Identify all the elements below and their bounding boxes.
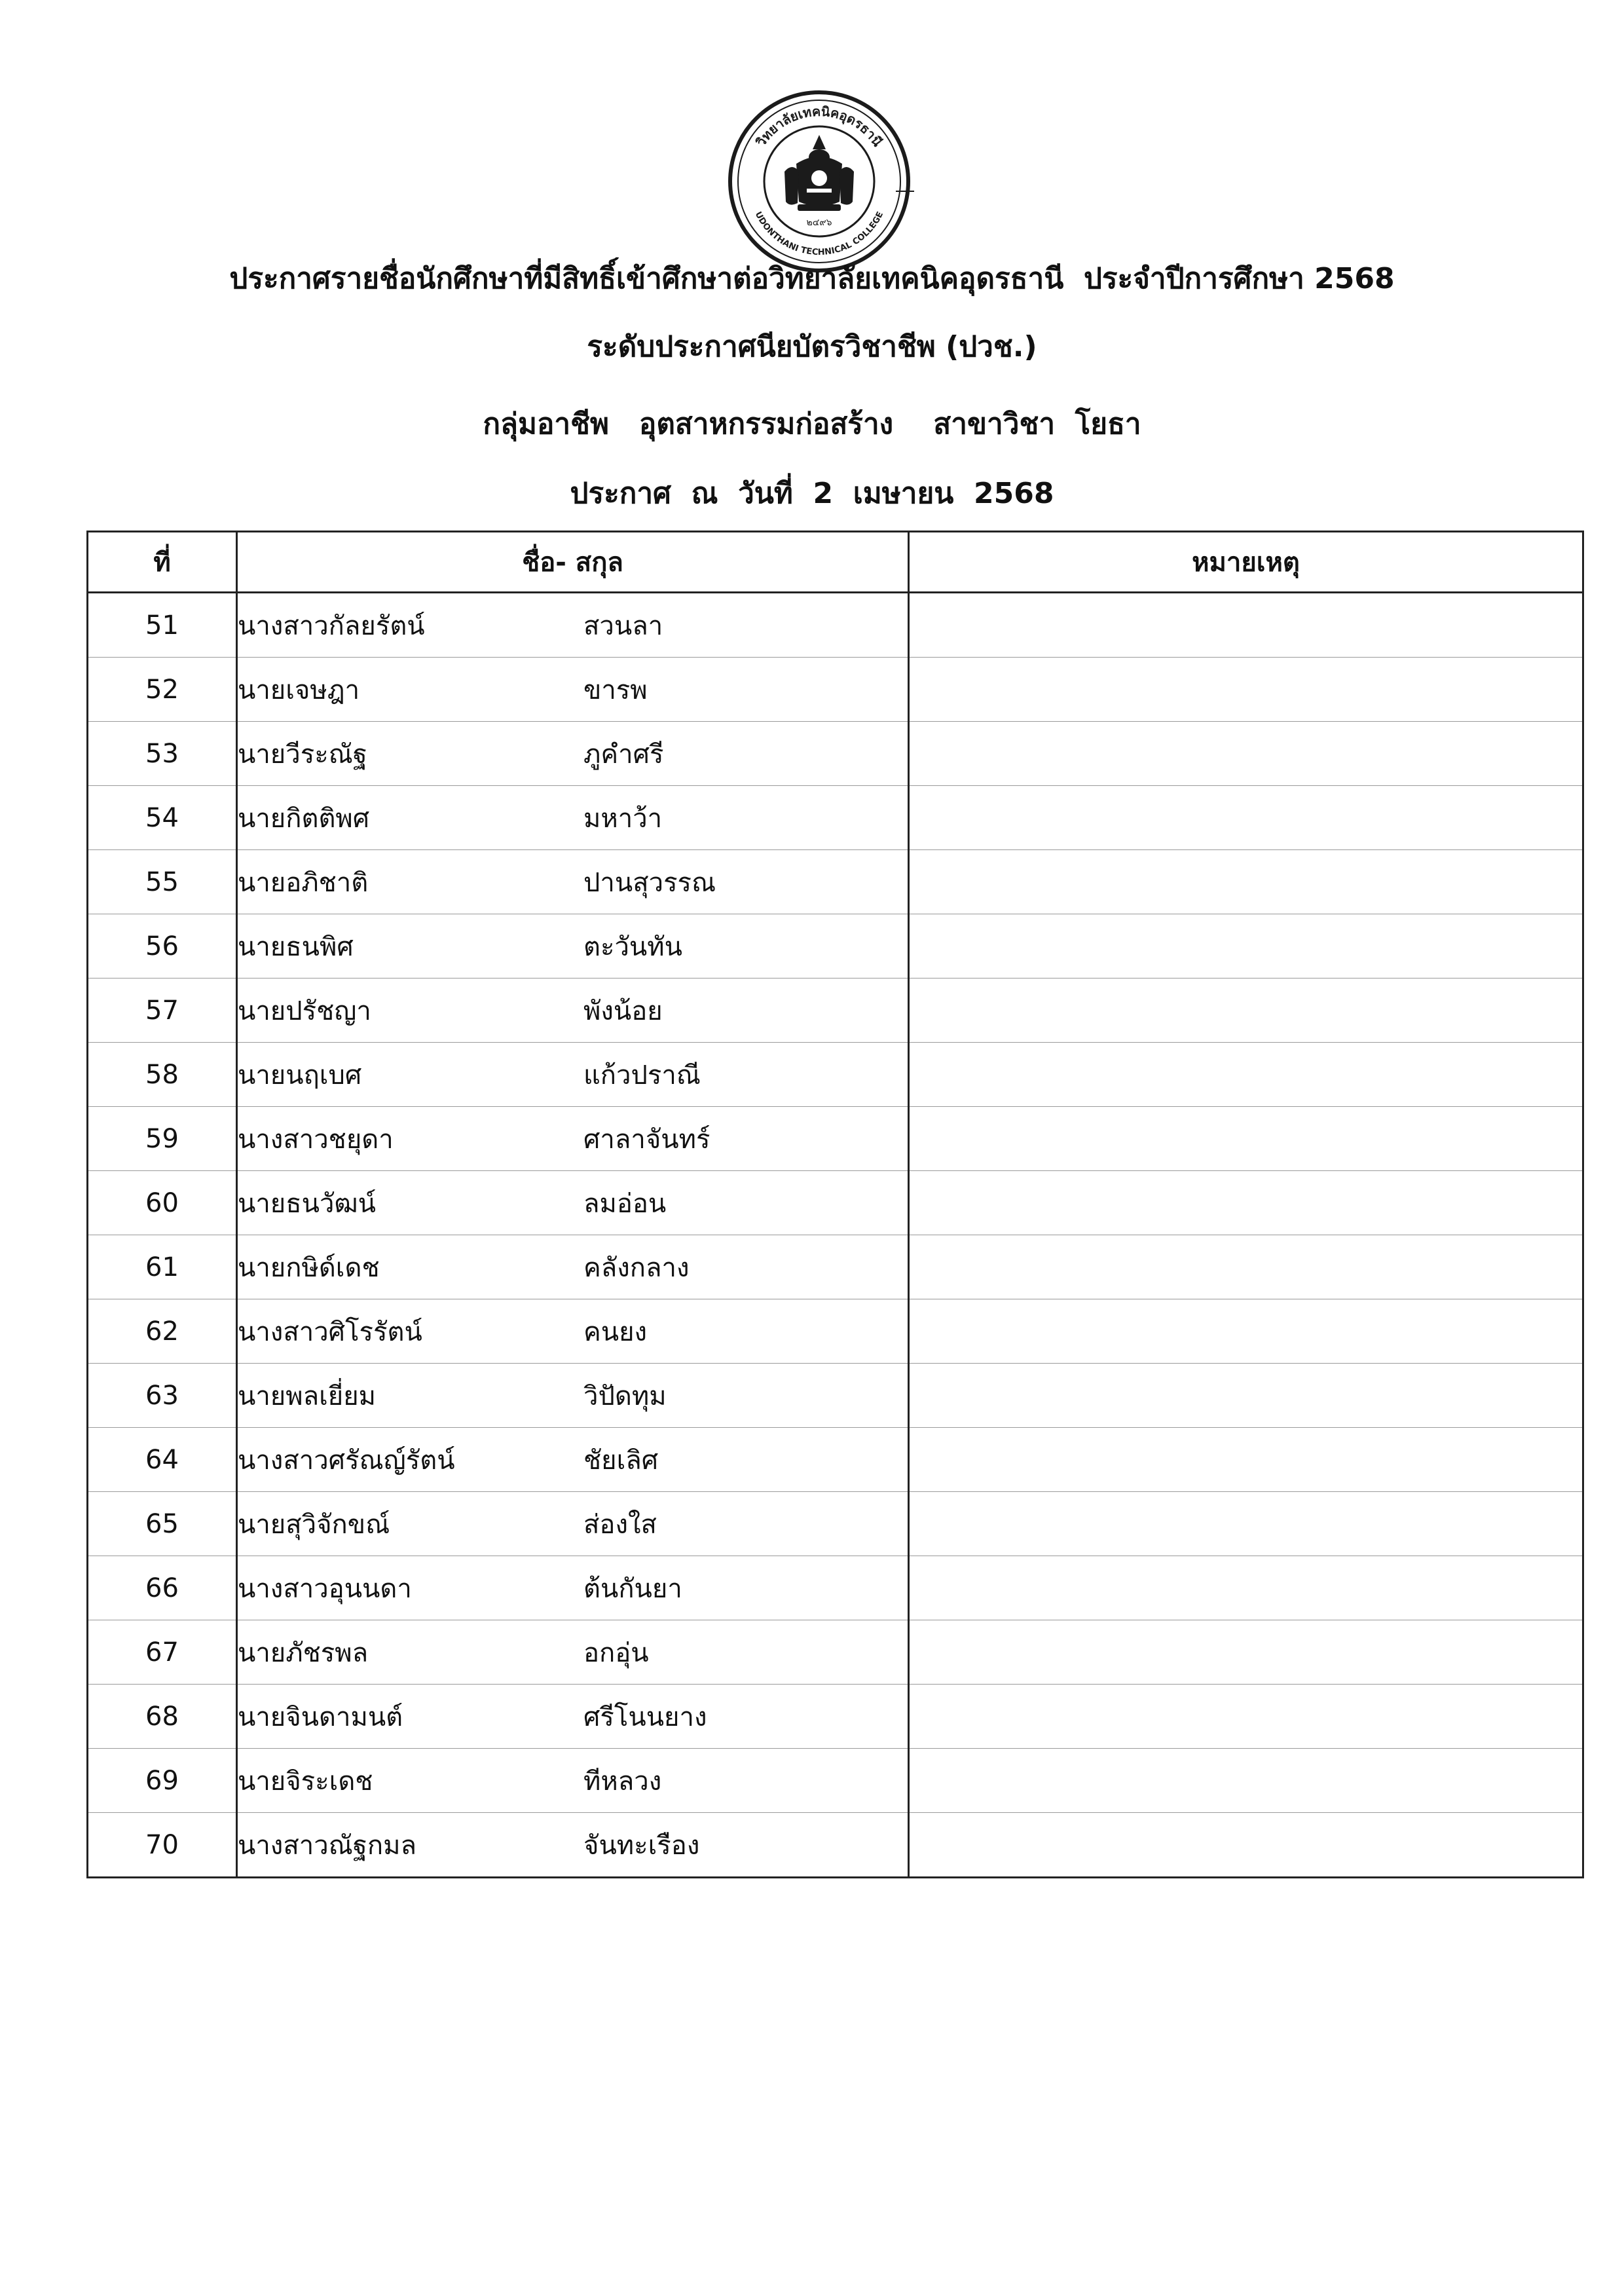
student-first-name: นางสาวอุนนดา xyxy=(238,1573,412,1604)
remarks-cell xyxy=(909,1556,1583,1620)
row-number: 69 xyxy=(88,1749,237,1813)
remarks-cell xyxy=(909,1428,1583,1492)
column-header-name: ชื่อ- สกุล xyxy=(237,532,909,593)
table-row xyxy=(88,1299,1583,1364)
row-number: 55 xyxy=(88,850,237,914)
student-name-cell xyxy=(237,1428,909,1492)
student-name-cell xyxy=(237,1107,909,1171)
student-first-name: นายสุวิจักขณ์ xyxy=(238,1509,390,1540)
student-last-name: ปานสุวรรณ xyxy=(583,867,716,898)
table-row xyxy=(88,1107,1583,1171)
remarks-cell xyxy=(909,786,1583,850)
table-row xyxy=(88,1813,1583,1878)
table-row xyxy=(88,1171,1583,1235)
student-name-cell xyxy=(237,1749,909,1813)
remarks-cell xyxy=(909,979,1583,1043)
student-last-name: ศรีโนนยาง xyxy=(583,1702,707,1732)
remarks-cell xyxy=(909,1813,1583,1878)
student-first-name: นายนฤเบศ xyxy=(238,1060,362,1090)
row-number: 51 xyxy=(88,593,237,658)
student-last-name: วิปัดทุม xyxy=(583,1381,667,1411)
student-name-cell xyxy=(237,1235,909,1299)
student-first-name: นายธนพิศ xyxy=(238,931,354,962)
student-first-name: นางสาวศรัณญ์รัตน์ xyxy=(238,1445,455,1476)
student-name-cell xyxy=(237,979,909,1043)
student-last-name: คลังกลาง xyxy=(583,1252,690,1283)
row-number: 54 xyxy=(88,786,237,850)
student-first-name: นายภัชรพล xyxy=(238,1637,369,1668)
student-last-name: อกอุ่น xyxy=(583,1637,649,1668)
student-list-table xyxy=(86,531,1584,1878)
student-name-cell xyxy=(237,1299,909,1364)
row-number: 52 xyxy=(88,658,237,722)
row-number: 53 xyxy=(88,722,237,786)
table-row xyxy=(88,722,1583,786)
table-row xyxy=(88,1749,1583,1813)
table-header-row xyxy=(88,532,1583,593)
table-row xyxy=(88,914,1583,979)
student-last-name: แก้วปราณี xyxy=(583,1060,701,1090)
student-name-cell xyxy=(237,1556,909,1620)
svg-text:UDONTHANI TECHNICAL COLLEGE: UDONTHANI TECHNICAL COLLEGE xyxy=(752,210,886,258)
student-name-cell xyxy=(237,722,909,786)
student-last-name: ขารพ xyxy=(583,675,648,705)
table-row xyxy=(88,658,1583,722)
student-first-name: นางสาวกัลยรัตน์ xyxy=(238,610,425,641)
education-level: ระดับประกาศนียบัตรวิชาชีพ (ปวช.) xyxy=(587,330,1037,363)
remarks-cell xyxy=(909,658,1583,722)
student-name-cell xyxy=(237,1492,909,1556)
row-number: 61 xyxy=(88,1235,237,1299)
student-first-name: นายกษิด์เดช xyxy=(238,1252,380,1283)
table-row xyxy=(88,1428,1583,1492)
student-name-cell xyxy=(237,1813,909,1878)
svg-text:วิทยาลัยเทคนิคอุดรธานี: วิทยาลัยเทคนิคอุดรธานี xyxy=(752,103,886,149)
table-row xyxy=(88,593,1583,658)
remarks-cell xyxy=(909,593,1583,658)
column-header-number: ที่ xyxy=(88,532,237,593)
student-first-name: นายวีระณัฐ xyxy=(238,739,367,770)
row-number: 57 xyxy=(88,979,237,1043)
table-row xyxy=(88,1235,1583,1299)
student-name-cell xyxy=(237,1171,909,1235)
student-name-cell xyxy=(237,658,909,722)
student-last-name: ชัยเลิศ xyxy=(583,1445,659,1476)
student-name-cell xyxy=(237,593,909,658)
student-last-name: ต้นกันยา xyxy=(583,1573,682,1604)
row-number: 58 xyxy=(88,1043,237,1107)
row-number: 65 xyxy=(88,1492,237,1556)
student-first-name: นายกิตติพศ xyxy=(238,803,370,834)
student-last-name: คนยง xyxy=(583,1316,648,1347)
row-number: 62 xyxy=(88,1299,237,1364)
student-last-name: ลมอ่อน xyxy=(583,1188,667,1219)
student-name-cell xyxy=(237,850,909,914)
student-first-name: นายพลเยี่ยม xyxy=(238,1381,377,1411)
table-row xyxy=(88,1492,1583,1556)
announcement-title: ประกาศรายชื่อนักศึกษาที่มีสิทธิ์เข้าศึกษาต่อวิทยาลัยเทคนิคอุดรธานี ประจำปีการศึกษา 2568 xyxy=(229,262,1395,295)
svg-text:๒๔๙๖: ๒๔๙๖ xyxy=(806,217,832,228)
table-row xyxy=(88,979,1583,1043)
student-name-cell xyxy=(237,1364,909,1428)
row-number: 59 xyxy=(88,1107,237,1171)
program-group: กลุ่มอาชีพ อุตสาหกรรมก่อสร้าง สาขาวิชา โยธา xyxy=(483,407,1141,441)
student-first-name: นางสาวชยุดา xyxy=(238,1124,394,1155)
student-first-name: นางสาวศิโรรัตน์ xyxy=(238,1316,422,1347)
row-number: 70 xyxy=(88,1813,237,1878)
student-last-name: ตะวันทัน xyxy=(583,931,682,962)
student-name-cell xyxy=(237,1043,909,1107)
remarks-cell xyxy=(909,1107,1583,1171)
row-number: 66 xyxy=(88,1556,237,1620)
row-number: 56 xyxy=(88,914,237,979)
student-last-name: ภูคำศรี xyxy=(583,739,664,770)
student-last-name: ส่องใส xyxy=(583,1509,657,1540)
student-first-name: นายอภิชาติ xyxy=(238,867,369,898)
row-number: 67 xyxy=(88,1620,237,1685)
row-number: 68 xyxy=(88,1685,237,1749)
remarks-cell xyxy=(909,722,1583,786)
row-number: 60 xyxy=(88,1171,237,1235)
remarks-cell xyxy=(909,1492,1583,1556)
student-name-cell xyxy=(237,786,909,850)
remarks-cell xyxy=(909,914,1583,979)
college-seal-icon xyxy=(724,86,914,276)
student-last-name: ศาลาจันทร์ xyxy=(583,1124,710,1155)
table-row xyxy=(88,1043,1583,1107)
student-first-name: นายปรัชญา xyxy=(238,996,371,1026)
remarks-cell xyxy=(909,1299,1583,1364)
column-header-remarks: หมายเหตุ xyxy=(909,532,1583,593)
announcement-date: ประกาศ ณ วันที่ 2 เมษายน 2568 xyxy=(570,477,1054,510)
remarks-cell xyxy=(909,1620,1583,1685)
remarks-cell xyxy=(909,1364,1583,1428)
row-number: 64 xyxy=(88,1428,237,1492)
remarks-cell xyxy=(909,850,1583,914)
table-row xyxy=(88,1620,1583,1685)
table-row xyxy=(88,850,1583,914)
remarks-cell xyxy=(909,1171,1583,1235)
student-first-name: นายจินดามนต์ xyxy=(238,1702,403,1732)
student-name-cell xyxy=(237,1620,909,1685)
student-first-name: นางสาวณัฐกมล xyxy=(238,1830,416,1861)
student-last-name: มหาว้า xyxy=(583,803,663,834)
table-row xyxy=(88,1685,1583,1749)
student-first-name: นายจิระเดช xyxy=(238,1766,373,1797)
remarks-cell xyxy=(909,1685,1583,1749)
student-last-name: พังน้อย xyxy=(583,996,663,1026)
student-first-name: นายธนวัฒน์ xyxy=(238,1188,376,1219)
table-row xyxy=(88,1556,1583,1620)
remarks-cell xyxy=(909,1235,1583,1299)
row-number: 63 xyxy=(88,1364,237,1428)
student-name-cell xyxy=(237,1685,909,1749)
student-last-name: ทีหลวง xyxy=(583,1766,662,1797)
student-first-name: นายเจษฎา xyxy=(238,675,360,705)
remarks-cell xyxy=(909,1043,1583,1107)
table-row xyxy=(88,786,1583,850)
student-last-name: สวนลา xyxy=(583,610,663,641)
student-name-cell xyxy=(237,914,909,979)
remarks-cell xyxy=(909,1749,1583,1813)
student-last-name: จันทะเรือง xyxy=(583,1830,700,1861)
table-row xyxy=(88,1364,1583,1428)
